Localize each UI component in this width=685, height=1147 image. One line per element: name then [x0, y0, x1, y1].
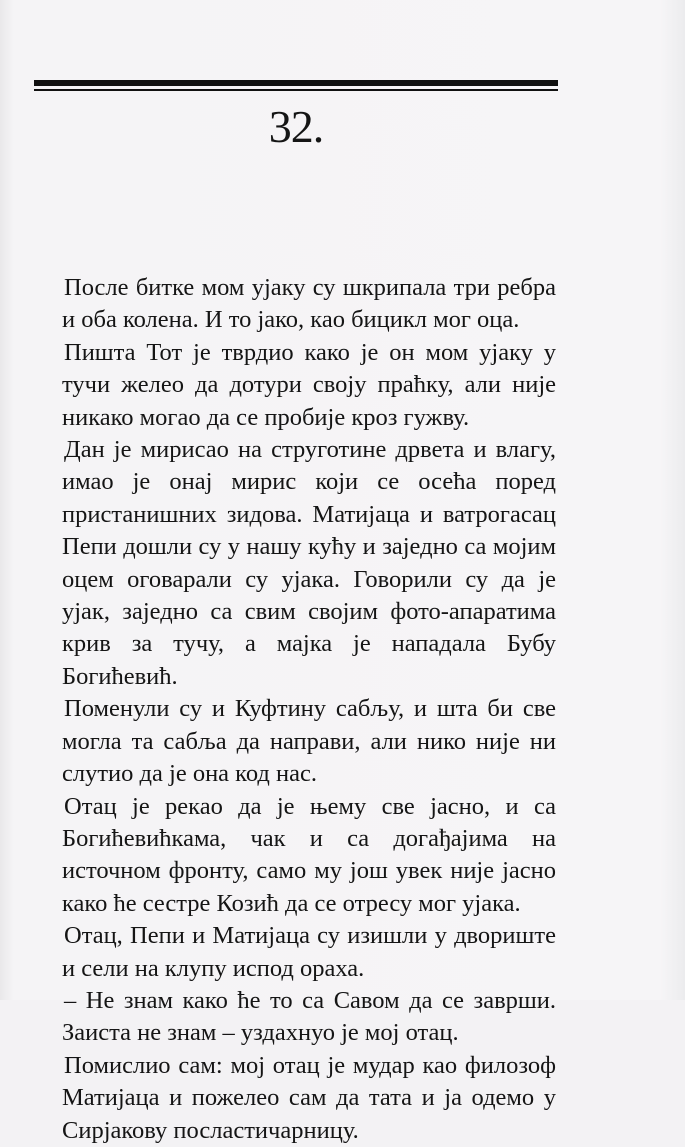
- paragraph: Отац је рекао да је њему све јасно, и са Богићевићкама, чак и са догађајима на источном фронту, само му још увек није јасно како ће сестре Козић да се отресу мог ујака.: [62, 792, 556, 917]
- chapter-body: [62, 272, 556, 1147]
- paragraph: Пишта Тот је тврдио како је он мом ујаку у тучи желео да дотури своју праћку, али није никако могао да се пробије кроз гужву.: [62, 338, 556, 431]
- chapter-number: 32.: [268, 101, 324, 152]
- paragraph: Дан је мирисао на струготине дрвета и влагу, имао је онај мирис који се осећа поред пристанишних зидова. Матијаца и ватрогасац Пепи дошли су у нашу кућу и заједно са мојим оцем оговарали су ујака. Говорили су да је ујак, заједно са свим својим фото-апаратима крив за тучу, а мајка је нападала Бубу Богићевић.: [62, 436, 556, 690]
- paragraph: Помислио сам: мој отац је мудар као филозоф Матијаца и пожелео сам да тата и ја одемо у Сирјакову посластичарницу.: [62, 1051, 556, 1144]
- paragraph: Поменули су и Куфтину сабљу, и шта би све могла та сабља да направи, али нико није ни слутио да је она код нас.: [62, 695, 556, 788]
- chapter-rule-thick: [34, 80, 558, 86]
- paragraph: После битке мом ујаку су шкрипала три ребра и оба колена. И то јако, као бицикл мог оца.: [62, 274, 556, 334]
- paragraph: Отац, Пепи и Матијаца су изишли у двориште и сели на клупу испод ораха.: [62, 922, 556, 982]
- paragraph: – Не знам како ће то са Савом да се заврши. Заиста не знам – уздахнуо је мој отац.: [62, 986, 556, 1047]
- chapter-rule-thin: [34, 89, 558, 91]
